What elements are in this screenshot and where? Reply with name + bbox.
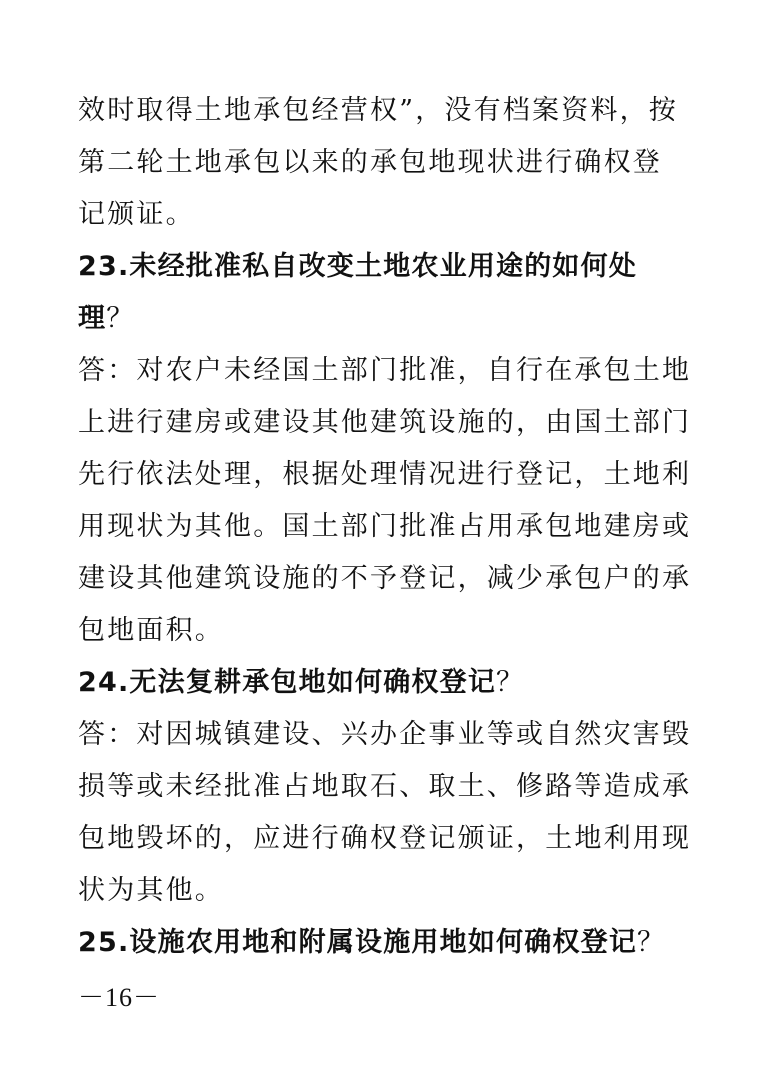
q25-heading-text: 25.设施农用地和附属设施用地如何确权登记 (78, 927, 638, 958)
q24-answer-line-3: 包地毁坏的，应进行确权登记颁证，土地利用现 (78, 823, 692, 854)
intro-line-3: 记颁证。 (78, 199, 195, 230)
q24-heading-text: 24.无法复耕承包地如何确权登记 (78, 667, 497, 698)
q23-question-mark: ？ (106, 303, 135, 334)
q23-answer-line-6: 包地面积。 (78, 615, 224, 646)
q24-answer-line-1: 答：对因城镇建设、兴办企事业等或自然灾害毁 (78, 719, 692, 750)
q23-heading-line-2 (78, 299, 678, 339)
q24-answer-line-4: 状为其他。 (78, 875, 224, 906)
q25-question-mark: ？ (637, 927, 666, 958)
q23-heading-line-1: 23.未经批准私自改变土地农业用途的如何处 (78, 251, 638, 282)
q24-heading (78, 663, 678, 703)
q23-answer-line-1: 答：对农户未经国土部门批准，自行在承包土地 (78, 355, 692, 386)
intro-line-1: 效时取得土地承包经营权”，没有档案资料，按 (78, 95, 679, 126)
q23-answer-line-3: 先行依法处理，根据处理情况进行登记，土地利 (78, 459, 692, 490)
q23-answer-line-5: 建设其他建筑设施的不予登记，减少承包户的承 (78, 563, 692, 594)
q23-heading-text: 理 (78, 303, 107, 334)
q24-answer-line-2: 损等或未经批准占地取石、取土、修路等造成承 (78, 771, 692, 802)
q23-answer-line-2: 上进行建房或建设其他建筑设施的，由国土部门 (78, 407, 692, 438)
q24-question-mark: ？ (496, 667, 525, 698)
intro-line-2: 第二轮土地承包以来的承包地现状进行确权登 (78, 147, 662, 178)
page-number: －16－ (78, 983, 161, 1012)
q23-answer-line-4: 用现状为其他。国土部门批准占用承包地建房或 (78, 511, 692, 542)
q25-heading (78, 923, 678, 963)
